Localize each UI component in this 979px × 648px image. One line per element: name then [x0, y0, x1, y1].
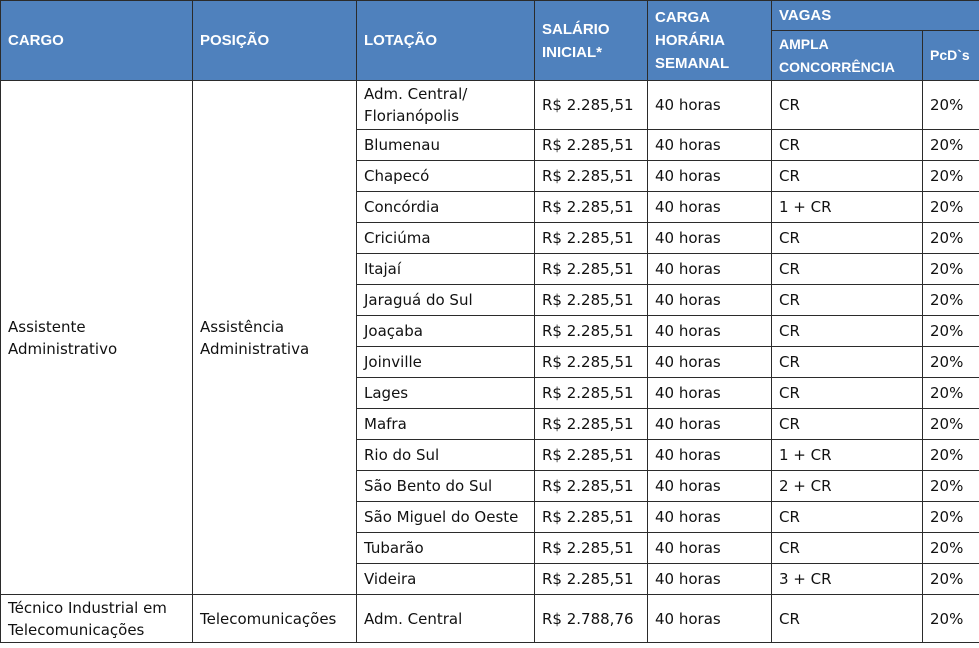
ampla-cell: CR: [772, 502, 923, 533]
lotacao-cell: Concórdia: [357, 192, 535, 223]
ampla-cell: CR: [772, 316, 923, 347]
ampla-cell: CR: [772, 81, 923, 130]
carga-cell: 40 horas: [648, 533, 772, 564]
salario-cell: R$ 2.285,51: [535, 130, 648, 161]
lotacao-cell: São Bento do Sul: [357, 471, 535, 502]
ampla-cell: 2 + CR: [772, 471, 923, 502]
lotacao-cell: Jaraguá do Sul: [357, 285, 535, 316]
pcd-cell: 20%: [923, 378, 979, 409]
salario-cell: R$ 2.285,51: [535, 254, 648, 285]
salario-cell: R$ 2.285,51: [535, 533, 648, 564]
carga-cell: 40 horas: [648, 595, 772, 643]
carga-cell: 40 horas: [648, 192, 772, 223]
ampla-cell: CR: [772, 378, 923, 409]
lotacao-cell: Blumenau: [357, 130, 535, 161]
ampla-cell: CR: [772, 223, 923, 254]
salario-cell: R$ 2.285,51: [535, 378, 648, 409]
salario-cell: R$ 2.285,51: [535, 285, 648, 316]
salario-cell: R$ 2.285,51: [535, 564, 648, 595]
table-body: [1, 81, 979, 643]
carga-cell: 40 horas: [648, 347, 772, 378]
header-vagas: VAGAS: [772, 1, 979, 31]
pcd-cell: 20%: [923, 533, 979, 564]
carga-cell: 40 horas: [648, 161, 772, 192]
ampla-cell: CR: [772, 409, 923, 440]
salario-cell: R$ 2.788,76: [535, 595, 648, 643]
carga-cell: 40 horas: [648, 316, 772, 347]
ampla-cell: CR: [772, 347, 923, 378]
lotacao-cell: Rio do Sul: [357, 440, 535, 471]
carga-cell: 40 horas: [648, 440, 772, 471]
header-salario: SALÁRIO INICIAL*: [535, 1, 648, 81]
lotacao-cell: Adm. Central/ Florianópolis: [357, 81, 535, 130]
ampla-cell: 3 + CR: [772, 564, 923, 595]
lotacao-cell: Videira: [357, 564, 535, 595]
lotacao-cell: Adm. Central: [357, 595, 535, 643]
salario-cell: R$ 2.285,51: [535, 161, 648, 192]
posicao-cell: Assistência Administrativa: [193, 81, 357, 595]
carga-cell: 40 horas: [648, 254, 772, 285]
salario-cell: R$ 2.285,51: [535, 347, 648, 378]
ampla-cell: CR: [772, 595, 923, 643]
salario-cell: R$ 2.285,51: [535, 81, 648, 130]
salario-cell: R$ 2.285,51: [535, 502, 648, 533]
salario-cell: R$ 2.285,51: [535, 223, 648, 254]
lotacao-cell: Mafra: [357, 409, 535, 440]
salario-cell: R$ 2.285,51: [535, 409, 648, 440]
header-cargo: CARGO: [1, 1, 193, 81]
pcd-cell: 20%: [923, 192, 979, 223]
salario-cell: R$ 2.285,51: [535, 316, 648, 347]
lotacao-cell: Criciúma: [357, 223, 535, 254]
posicao-cell: Telecomunicações: [193, 595, 357, 643]
salario-cell: R$ 2.285,51: [535, 471, 648, 502]
ampla-cell: CR: [772, 285, 923, 316]
pcd-cell: 20%: [923, 223, 979, 254]
carga-cell: 40 horas: [648, 409, 772, 440]
lotacao-cell: Itajaí: [357, 254, 535, 285]
ampla-cell: CR: [772, 130, 923, 161]
carga-cell: 40 horas: [648, 471, 772, 502]
pcd-cell: 20%: [923, 440, 979, 471]
carga-cell: 40 horas: [648, 378, 772, 409]
pcd-cell: 20%: [923, 81, 979, 130]
carga-cell: 40 horas: [648, 81, 772, 130]
cargo-cell: Assistente Administrativo: [1, 81, 193, 595]
carga-cell: 40 horas: [648, 130, 772, 161]
carga-cell: 40 horas: [648, 285, 772, 316]
ampla-cell: CR: [772, 254, 923, 285]
lotacao-cell: Tubarão: [357, 533, 535, 564]
header-pcds: PcD`s: [923, 31, 979, 81]
salario-cell: R$ 2.285,51: [535, 440, 648, 471]
pcd-cell: 20%: [923, 409, 979, 440]
lotacao-cell: São Miguel do Oeste: [357, 502, 535, 533]
lotacao-cell: Joinville: [357, 347, 535, 378]
pcd-cell: 20%: [923, 502, 979, 533]
pcd-cell: 20%: [923, 285, 979, 316]
header-carga-horaria: CARGA HORÁRIA SEMANAL: [648, 1, 772, 81]
pcd-cell: 20%: [923, 347, 979, 378]
pcd-cell: 20%: [923, 471, 979, 502]
lotacao-cell: Lages: [357, 378, 535, 409]
pcd-cell: 20%: [923, 564, 979, 595]
salario-cell: R$ 2.285,51: [535, 192, 648, 223]
lotacao-cell: Joaçaba: [357, 316, 535, 347]
ampla-cell: CR: [772, 533, 923, 564]
header-ampla-concorrencia: AMPLA CONCORRÊNCIA: [772, 31, 923, 81]
header-lotacao: LOTAÇÃO: [357, 1, 535, 81]
header-posicao: POSIÇÃO: [193, 1, 357, 81]
carga-cell: 40 horas: [648, 223, 772, 254]
ampla-cell: CR: [772, 161, 923, 192]
pcd-cell: 20%: [923, 161, 979, 192]
pcd-cell: 20%: [923, 316, 979, 347]
table-row: [1, 81, 979, 130]
ampla-cell: 1 + CR: [772, 192, 923, 223]
pcd-cell: 20%: [923, 254, 979, 285]
lotacao-cell: Chapecó: [357, 161, 535, 192]
pcd-cell: 20%: [923, 595, 979, 643]
ampla-cell: 1 + CR: [772, 440, 923, 471]
table-row: [1, 595, 979, 643]
carga-cell: 40 horas: [648, 564, 772, 595]
carga-cell: 40 horas: [648, 502, 772, 533]
cargo-cell: Técnico Industrial em Telecomunicações: [1, 595, 193, 643]
pcd-cell: 20%: [923, 130, 979, 161]
